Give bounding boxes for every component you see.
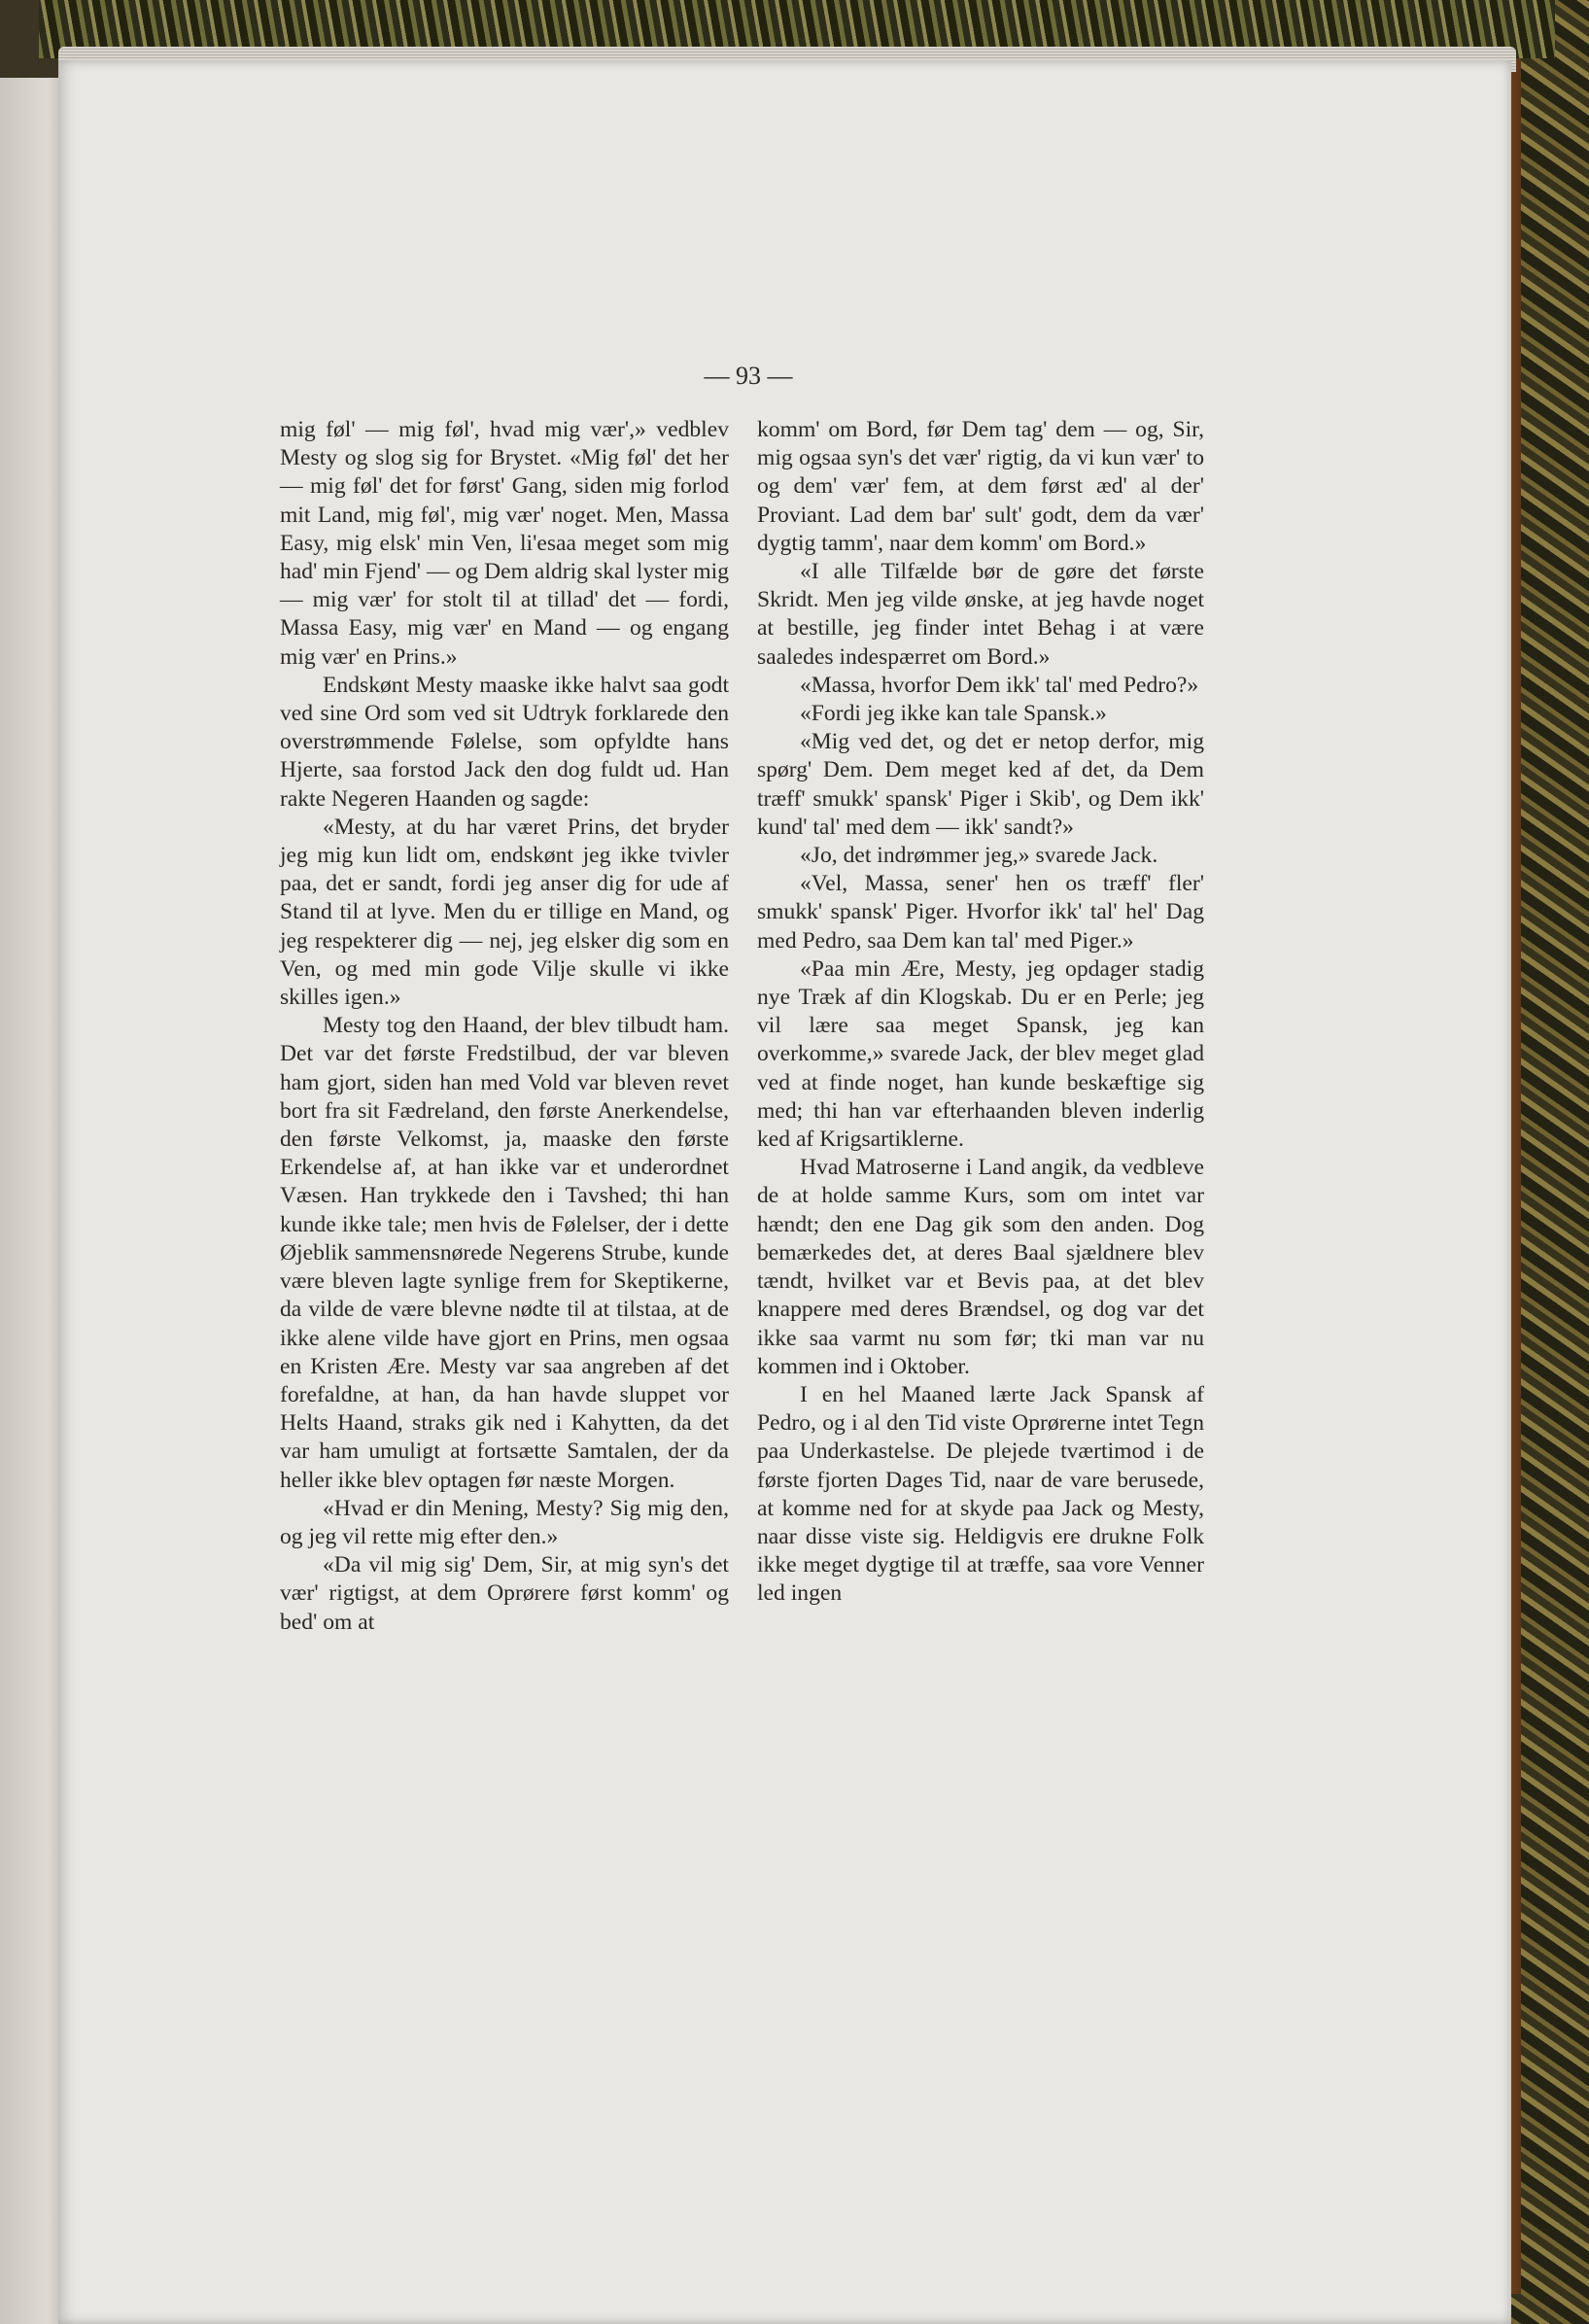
paragraph: Endskønt Mesty maaske ikke halvt saa godt ved sine Ord som ved sit Udtryk forklarede den overstrømmende Følelse, som opfyldte hans Hjerte, saa forstod Jack den dog fuldt ud. Han rakte Negeren Haanden og sagde: [280,672,729,812]
paragraph: «Massa, hvorfor Dem ikk' tal' med Pedro?» [800,672,1199,698]
paragraph: Hvad Matroserne i Land angik, da vedbleve de at holde samme Kurs, som om intet var hændt; den ene Dag gik som den anden. Dog bemærkedes det, at deres Baal sjældnere blev tændt, hvilket var et Bevis paa, at det blev knappere med deres Brændsel, og dog var det ikke saa varmt nu som før; tki man var nu kommen ind i Oktober. [757,1155,1204,1379]
paragraph: mig føl' — mig føl', hvad mig vær',» vedblev Mesty og slog sig for Brystet. «Mig føl' det her — mig føl' det for først' Gang, siden mig forlod mit Land, mig føl', mig vær' noget. Men, Massa Easy, mig elsk' min Ven, li'esaa meget som mig had' min Fjend' — og Dem aldrig skal lyster mig — mig vær' for stolt til at tillad' det — fordi, Massa Easy, mig vær' en Mand — og engang mig vær' en Prins.» [280,417,729,670]
paragraph: komm' om Bord, før Dem tag' dem — og, Sir, mig ogsaa syn's det vær' rigtig, da vi kun vær' to og dem' vær' fem, at dem først æd' al der' Proviant. Lad dem bar' sult' godt, dem da vær' dygtig tamm', naar dem komm' om Bord.» [757,417,1204,556]
paragraph: «Vel, Massa, sener' hen os træff' fler' smukk' spansk' Piger. Hvorfor ikk' tal' hel' Dag med Pedro, saa Dem kan tal' med Piger.» [757,871,1204,954]
paragraph: «Da vil mig sig' Dem, Sir, at mig syn's det vær' rigtigst, at dem Oprørere først komm' og bed' om at [280,1552,729,1635]
page-number: — 93 — [704,362,793,390]
paragraph: «Mesty, at du har været Prins, det bryder jeg mig kun lidt om, endskønt jeg ikke tvivler paa, det er sandt, fordi jeg anser dig for ude af Stand til at lyve. Men du er tillige en Mand, og jeg respekterer dig — nej, jeg elsker dig som en Ven, og med min gode Vilje skulle vi ikke skilles igen.» [280,814,729,1011]
paragraph: «Fordi jeg ikke kan tale Spansk.» [800,701,1107,727]
paragraph: «Paa min Ære, Mesty, jeg opdager stadig nye Træk af din Klogskab. Du er en Perle; jeg vil lære saa meget Spansk, jeg kan overkomme,» svarede Jack, der blev meget glad ved at finde noget, han kunde beskæftige sig med; thi han var efterhaanden bleven inderlig ked af Krigsartiklerne. [757,955,1204,1153]
paragraph: «Hvad er din Mening, Mesty? Sig mig den, og jeg vil rette mig efter den.» [280,1495,729,1549]
text-column-left [280,416,729,1637]
paragraph: «Jo, det indrømmer jeg,» svarede Jack. [800,843,1158,869]
paragraph: Mesty tog den Haand, der blev tilbudt ham. Det var det første Fredstilbud, der var bleven ham gjort, siden han med Vold var bleven revet bort fra sit Fædreland, den første Anerkendelse, den første Velkomst, ja, maaske den første Erkendelse af, at han ikke var et underordnet Væsen. Han trykkede den i Tavshed; thi han kunde ikke tale; men hvis de Følelser, der i dette Øjeblik sammensnørede Negerens Strube, kunde være bleven lagte synlige frem for Skeptikerne, da vilde de være blevne nødte til at tilstaa, at de ikke alene vilde have gjort en Prins, men ogsaa en Kristen Ære. Mesty var saa angreben af det forefaldne, at han, da han havde sluppet vor Helts Haand, straks gik ned i Kahytten, da det var ham umuligt at fortsætte Samtalen, der da heller ikke blev optagen før næste Morgen. [280,1013,729,1493]
paragraph: «Mig ved det, og det er netop derfor, mig spørg' Dem. Dem meget ked af det, da Dem træff' smukk' spansk' Piger i Skib', og Dem ikk' kund' tal' med dem — ikk' sandt?» [757,729,1204,840]
text-column-right [757,416,1204,1609]
paragraph: «I alle Tilfælde bør de gøre det første Skridt. Men jeg vilde ønske, at jeg havde noget at bestille, jeg finder intet Behag i at være saaledes indespærret om Bord.» [757,559,1204,670]
paragraph: I en hel Maaned lærte Jack Spansk af Pedro, og i al den Tid viste Oprørerne intet Tegn paa Underkastelse. De plejede tværtimod i de første fjorten Dages Tid, naar de vare berusede, at komme ned for at skyde paa Jack og Mesty, naar disse viste sig. Heldigvis ere drukne Folk ikke meget dygtige til at træffe, saa vore Venner led ingen [757,1381,1204,1607]
